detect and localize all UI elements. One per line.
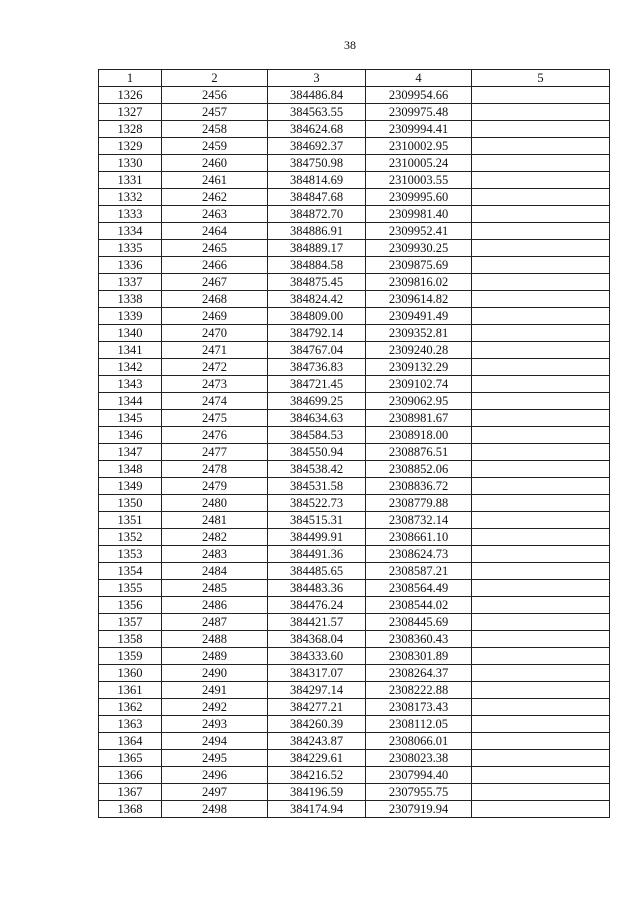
x-coordinate-cell: 384531.58 bbox=[268, 478, 366, 495]
row-number-cell: 1345 bbox=[99, 410, 162, 427]
point-number-cell: 2478 bbox=[162, 461, 268, 478]
x-coordinate-cell: 384792.14 bbox=[268, 325, 366, 342]
note-cell bbox=[472, 614, 610, 631]
row-number-cell: 1344 bbox=[99, 393, 162, 410]
row-number-cell: 1359 bbox=[99, 648, 162, 665]
point-number-cell: 2477 bbox=[162, 444, 268, 461]
y-coordinate-cell: 2308836.72 bbox=[366, 478, 472, 495]
point-number-cell: 2475 bbox=[162, 410, 268, 427]
y-coordinate-cell: 2308264.37 bbox=[366, 665, 472, 682]
table-row bbox=[99, 240, 610, 257]
point-number-cell: 2494 bbox=[162, 733, 268, 750]
y-coordinate-cell: 2308876.51 bbox=[366, 444, 472, 461]
note-cell bbox=[472, 189, 610, 206]
x-coordinate-cell: 384750.98 bbox=[268, 155, 366, 172]
row-number-cell: 1363 bbox=[99, 716, 162, 733]
note-cell bbox=[472, 699, 610, 716]
row-number-cell: 1342 bbox=[99, 359, 162, 376]
note-cell bbox=[472, 138, 610, 155]
y-coordinate-cell: 2309102.74 bbox=[366, 376, 472, 393]
point-number-cell: 2488 bbox=[162, 631, 268, 648]
table-row bbox=[99, 563, 610, 580]
note-cell bbox=[472, 631, 610, 648]
point-number-cell: 2470 bbox=[162, 325, 268, 342]
x-coordinate-cell: 384476.24 bbox=[268, 597, 366, 614]
x-coordinate-cell: 384297.14 bbox=[268, 682, 366, 699]
note-cell bbox=[472, 121, 610, 138]
note-cell bbox=[472, 274, 610, 291]
table-row bbox=[99, 597, 610, 614]
note-cell bbox=[472, 546, 610, 563]
table-header bbox=[99, 70, 610, 87]
point-number-cell: 2489 bbox=[162, 648, 268, 665]
y-coordinate-cell: 2309491.49 bbox=[366, 308, 472, 325]
point-number-cell: 2472 bbox=[162, 359, 268, 376]
row-number-cell: 1333 bbox=[99, 206, 162, 223]
table-row bbox=[99, 461, 610, 478]
note-cell bbox=[472, 376, 610, 393]
column-header-3: 3 bbox=[268, 70, 366, 87]
point-number-cell: 2492 bbox=[162, 699, 268, 716]
x-coordinate-cell: 384483.36 bbox=[268, 580, 366, 597]
note-cell bbox=[472, 257, 610, 274]
x-coordinate-cell: 384260.39 bbox=[268, 716, 366, 733]
row-number-cell: 1365 bbox=[99, 750, 162, 767]
y-coordinate-cell: 2308023.38 bbox=[366, 750, 472, 767]
x-coordinate-cell: 384522.73 bbox=[268, 495, 366, 512]
note-cell bbox=[472, 512, 610, 529]
note-cell bbox=[472, 87, 610, 104]
table-row bbox=[99, 801, 610, 818]
row-number-cell: 1343 bbox=[99, 376, 162, 393]
point-number-cell: 2463 bbox=[162, 206, 268, 223]
x-coordinate-cell: 384229.61 bbox=[268, 750, 366, 767]
table-row bbox=[99, 444, 610, 461]
point-number-cell: 2459 bbox=[162, 138, 268, 155]
point-number-cell: 2464 bbox=[162, 223, 268, 240]
y-coordinate-cell: 2309352.81 bbox=[366, 325, 472, 342]
row-number-cell: 1340 bbox=[99, 325, 162, 342]
coordinates-table bbox=[98, 69, 610, 818]
point-number-cell: 2493 bbox=[162, 716, 268, 733]
row-number-cell: 1361 bbox=[99, 682, 162, 699]
row-number-cell: 1355 bbox=[99, 580, 162, 597]
row-number-cell: 1362 bbox=[99, 699, 162, 716]
note-cell bbox=[472, 597, 610, 614]
row-number-cell: 1328 bbox=[99, 121, 162, 138]
point-number-cell: 2491 bbox=[162, 682, 268, 699]
column-header-1: 1 bbox=[99, 70, 162, 87]
y-coordinate-cell: 2309062.95 bbox=[366, 393, 472, 410]
table-row bbox=[99, 682, 610, 699]
note-cell bbox=[472, 410, 610, 427]
row-number-cell: 1368 bbox=[99, 801, 162, 818]
table-row bbox=[99, 393, 610, 410]
y-coordinate-cell: 2309930.25 bbox=[366, 240, 472, 257]
x-coordinate-cell: 384634.63 bbox=[268, 410, 366, 427]
row-number-cell: 1334 bbox=[99, 223, 162, 240]
point-number-cell: 2479 bbox=[162, 478, 268, 495]
point-number-cell: 2496 bbox=[162, 767, 268, 784]
table-row bbox=[99, 376, 610, 393]
y-coordinate-cell: 2310003.55 bbox=[366, 172, 472, 189]
point-number-cell: 2462 bbox=[162, 189, 268, 206]
row-number-cell: 1364 bbox=[99, 733, 162, 750]
table-row bbox=[99, 784, 610, 801]
point-number-cell: 2480 bbox=[162, 495, 268, 512]
table-row bbox=[99, 529, 610, 546]
row-number-cell: 1358 bbox=[99, 631, 162, 648]
y-coordinate-cell: 2310005.24 bbox=[366, 155, 472, 172]
column-header-5: 5 bbox=[472, 70, 610, 87]
note-cell bbox=[472, 444, 610, 461]
x-coordinate-cell: 384277.21 bbox=[268, 699, 366, 716]
row-number-cell: 1367 bbox=[99, 784, 162, 801]
row-number-cell: 1366 bbox=[99, 767, 162, 784]
table-row bbox=[99, 427, 610, 444]
y-coordinate-cell: 2308222.88 bbox=[366, 682, 472, 699]
row-number-cell: 1335 bbox=[99, 240, 162, 257]
x-coordinate-cell: 384317.07 bbox=[268, 665, 366, 682]
y-coordinate-cell: 2308544.02 bbox=[366, 597, 472, 614]
x-coordinate-cell: 384699.25 bbox=[268, 393, 366, 410]
note-cell bbox=[472, 359, 610, 376]
point-number-cell: 2471 bbox=[162, 342, 268, 359]
x-coordinate-cell: 384550.94 bbox=[268, 444, 366, 461]
x-coordinate-cell: 384692.37 bbox=[268, 138, 366, 155]
table-row bbox=[99, 512, 610, 529]
x-coordinate-cell: 384243.87 bbox=[268, 733, 366, 750]
table-row bbox=[99, 223, 610, 240]
point-number-cell: 2484 bbox=[162, 563, 268, 580]
note-cell bbox=[472, 716, 610, 733]
table-row bbox=[99, 614, 610, 631]
x-coordinate-cell: 384721.45 bbox=[268, 376, 366, 393]
table-row bbox=[99, 121, 610, 138]
table-row bbox=[99, 206, 610, 223]
row-number-cell: 1352 bbox=[99, 529, 162, 546]
x-coordinate-cell: 384333.60 bbox=[268, 648, 366, 665]
table-row bbox=[99, 138, 610, 155]
y-coordinate-cell: 2309975.48 bbox=[366, 104, 472, 121]
y-coordinate-cell: 2307994.40 bbox=[366, 767, 472, 784]
table-row bbox=[99, 733, 610, 750]
table-row bbox=[99, 274, 610, 291]
row-number-cell: 1347 bbox=[99, 444, 162, 461]
y-coordinate-cell: 2309816.02 bbox=[366, 274, 472, 291]
table-row bbox=[99, 648, 610, 665]
point-number-cell: 2474 bbox=[162, 393, 268, 410]
x-coordinate-cell: 384767.04 bbox=[268, 342, 366, 359]
note-cell bbox=[472, 240, 610, 257]
x-coordinate-cell: 384368.04 bbox=[268, 631, 366, 648]
y-coordinate-cell: 2308360.43 bbox=[366, 631, 472, 648]
row-number-cell: 1353 bbox=[99, 546, 162, 563]
y-coordinate-cell: 2308732.14 bbox=[366, 512, 472, 529]
point-number-cell: 2486 bbox=[162, 597, 268, 614]
y-coordinate-cell: 2308918.00 bbox=[366, 427, 472, 444]
y-coordinate-cell: 2308112.05 bbox=[366, 716, 472, 733]
x-coordinate-cell: 384889.17 bbox=[268, 240, 366, 257]
note-cell bbox=[472, 733, 610, 750]
y-coordinate-cell: 2307919.94 bbox=[366, 801, 472, 818]
x-coordinate-cell: 384736.83 bbox=[268, 359, 366, 376]
point-number-cell: 2481 bbox=[162, 512, 268, 529]
row-number-cell: 1330 bbox=[99, 155, 162, 172]
x-coordinate-cell: 384847.68 bbox=[268, 189, 366, 206]
y-coordinate-cell: 2308661.10 bbox=[366, 529, 472, 546]
table-row bbox=[99, 716, 610, 733]
y-coordinate-cell: 2308587.21 bbox=[366, 563, 472, 580]
table-row bbox=[99, 257, 610, 274]
table-row bbox=[99, 665, 610, 682]
x-coordinate-cell: 384174.94 bbox=[268, 801, 366, 818]
point-number-cell: 2457 bbox=[162, 104, 268, 121]
x-coordinate-cell: 384886.91 bbox=[268, 223, 366, 240]
note-cell bbox=[472, 206, 610, 223]
x-coordinate-cell: 384485.65 bbox=[268, 563, 366, 580]
note-cell bbox=[472, 427, 610, 444]
table-row bbox=[99, 767, 610, 784]
y-coordinate-cell: 2309875.69 bbox=[366, 257, 472, 274]
note-cell bbox=[472, 155, 610, 172]
y-coordinate-cell: 2309132.29 bbox=[366, 359, 472, 376]
x-coordinate-cell: 384875.45 bbox=[268, 274, 366, 291]
x-coordinate-cell: 384515.31 bbox=[268, 512, 366, 529]
row-number-cell: 1327 bbox=[99, 104, 162, 121]
table-row bbox=[99, 325, 610, 342]
note-cell bbox=[472, 478, 610, 495]
y-coordinate-cell: 2309994.41 bbox=[366, 121, 472, 138]
y-coordinate-cell: 2309954.66 bbox=[366, 87, 472, 104]
note-cell bbox=[472, 342, 610, 359]
note-cell bbox=[472, 648, 610, 665]
point-number-cell: 2465 bbox=[162, 240, 268, 257]
point-number-cell: 2460 bbox=[162, 155, 268, 172]
row-number-cell: 1350 bbox=[99, 495, 162, 512]
row-number-cell: 1351 bbox=[99, 512, 162, 529]
point-number-cell: 2473 bbox=[162, 376, 268, 393]
note-cell bbox=[472, 461, 610, 478]
column-header-2: 2 bbox=[162, 70, 268, 87]
note-cell bbox=[472, 580, 610, 597]
y-coordinate-cell: 2308564.49 bbox=[366, 580, 472, 597]
y-coordinate-cell: 2308301.89 bbox=[366, 648, 472, 665]
x-coordinate-cell: 384491.36 bbox=[268, 546, 366, 563]
x-coordinate-cell: 384824.42 bbox=[268, 291, 366, 308]
table-row bbox=[99, 699, 610, 716]
y-coordinate-cell: 2308624.73 bbox=[366, 546, 472, 563]
note-cell bbox=[472, 665, 610, 682]
note-cell bbox=[472, 750, 610, 767]
header-row bbox=[99, 70, 610, 87]
y-coordinate-cell: 2309952.41 bbox=[366, 223, 472, 240]
table-row bbox=[99, 155, 610, 172]
y-coordinate-cell: 2310002.95 bbox=[366, 138, 472, 155]
x-coordinate-cell: 384872.70 bbox=[268, 206, 366, 223]
row-number-cell: 1332 bbox=[99, 189, 162, 206]
point-number-cell: 2482 bbox=[162, 529, 268, 546]
table-row bbox=[99, 478, 610, 495]
point-number-cell: 2466 bbox=[162, 257, 268, 274]
point-number-cell: 2483 bbox=[162, 546, 268, 563]
row-number-cell: 1360 bbox=[99, 665, 162, 682]
note-cell bbox=[472, 495, 610, 512]
row-number-cell: 1331 bbox=[99, 172, 162, 189]
point-number-cell: 2467 bbox=[162, 274, 268, 291]
table-row bbox=[99, 410, 610, 427]
note-cell bbox=[472, 325, 610, 342]
x-coordinate-cell: 384584.53 bbox=[268, 427, 366, 444]
x-coordinate-cell: 384809.00 bbox=[268, 308, 366, 325]
row-number-cell: 1348 bbox=[99, 461, 162, 478]
table-row bbox=[99, 189, 610, 206]
point-number-cell: 2469 bbox=[162, 308, 268, 325]
row-number-cell: 1346 bbox=[99, 427, 162, 444]
row-number-cell: 1341 bbox=[99, 342, 162, 359]
x-coordinate-cell: 384196.59 bbox=[268, 784, 366, 801]
row-number-cell: 1349 bbox=[99, 478, 162, 495]
point-number-cell: 2487 bbox=[162, 614, 268, 631]
x-coordinate-cell: 384814.69 bbox=[268, 172, 366, 189]
x-coordinate-cell: 384884.58 bbox=[268, 257, 366, 274]
row-number-cell: 1339 bbox=[99, 308, 162, 325]
table-row bbox=[99, 104, 610, 121]
row-number-cell: 1336 bbox=[99, 257, 162, 274]
point-number-cell: 2476 bbox=[162, 427, 268, 444]
note-cell bbox=[472, 563, 610, 580]
y-coordinate-cell: 2309614.82 bbox=[366, 291, 472, 308]
y-coordinate-cell: 2308852.06 bbox=[366, 461, 472, 478]
point-number-cell: 2498 bbox=[162, 801, 268, 818]
x-coordinate-cell: 384421.57 bbox=[268, 614, 366, 631]
point-number-cell: 2456 bbox=[162, 87, 268, 104]
y-coordinate-cell: 2309995.60 bbox=[366, 189, 472, 206]
x-coordinate-cell: 384499.91 bbox=[268, 529, 366, 546]
y-coordinate-cell: 2307955.75 bbox=[366, 784, 472, 801]
x-coordinate-cell: 384563.55 bbox=[268, 104, 366, 121]
x-coordinate-cell: 384624.68 bbox=[268, 121, 366, 138]
table-row bbox=[99, 495, 610, 512]
point-number-cell: 2490 bbox=[162, 665, 268, 682]
table-row bbox=[99, 87, 610, 104]
table-row bbox=[99, 172, 610, 189]
column-header-4: 4 bbox=[366, 70, 472, 87]
y-coordinate-cell: 2308981.67 bbox=[366, 410, 472, 427]
table-row bbox=[99, 291, 610, 308]
table-row bbox=[99, 342, 610, 359]
point-number-cell: 2485 bbox=[162, 580, 268, 597]
table-row bbox=[99, 308, 610, 325]
point-number-cell: 2458 bbox=[162, 121, 268, 138]
row-number-cell: 1338 bbox=[99, 291, 162, 308]
y-coordinate-cell: 2309240.28 bbox=[366, 342, 472, 359]
y-coordinate-cell: 2309981.40 bbox=[366, 206, 472, 223]
x-coordinate-cell: 384538.42 bbox=[268, 461, 366, 478]
note-cell bbox=[472, 172, 610, 189]
row-number-cell: 1329 bbox=[99, 138, 162, 155]
note-cell bbox=[472, 767, 610, 784]
page-number: 38 bbox=[344, 38, 356, 52]
x-coordinate-cell: 384216.52 bbox=[268, 767, 366, 784]
point-number-cell: 2461 bbox=[162, 172, 268, 189]
y-coordinate-cell: 2308779.88 bbox=[366, 495, 472, 512]
note-cell bbox=[472, 104, 610, 121]
note-cell bbox=[472, 784, 610, 801]
note-cell bbox=[472, 291, 610, 308]
table-row bbox=[99, 631, 610, 648]
y-coordinate-cell: 2308445.69 bbox=[366, 614, 472, 631]
table-row bbox=[99, 359, 610, 376]
y-coordinate-cell: 2308066.01 bbox=[366, 733, 472, 750]
note-cell bbox=[472, 682, 610, 699]
table-row bbox=[99, 750, 610, 767]
point-number-cell: 2468 bbox=[162, 291, 268, 308]
table-body bbox=[99, 87, 610, 818]
row-number-cell: 1326 bbox=[99, 87, 162, 104]
x-coordinate-cell: 384486.84 bbox=[268, 87, 366, 104]
table-row bbox=[99, 546, 610, 563]
point-number-cell: 2495 bbox=[162, 750, 268, 767]
note-cell bbox=[472, 308, 610, 325]
table-row bbox=[99, 580, 610, 597]
note-cell bbox=[472, 223, 610, 240]
row-number-cell: 1354 bbox=[99, 563, 162, 580]
note-cell bbox=[472, 393, 610, 410]
note-cell bbox=[472, 801, 610, 818]
y-coordinate-cell: 2308173.43 bbox=[366, 699, 472, 716]
note-cell bbox=[472, 529, 610, 546]
row-number-cell: 1337 bbox=[99, 274, 162, 291]
row-number-cell: 1356 bbox=[99, 597, 162, 614]
row-number-cell: 1357 bbox=[99, 614, 162, 631]
point-number-cell: 2497 bbox=[162, 784, 268, 801]
